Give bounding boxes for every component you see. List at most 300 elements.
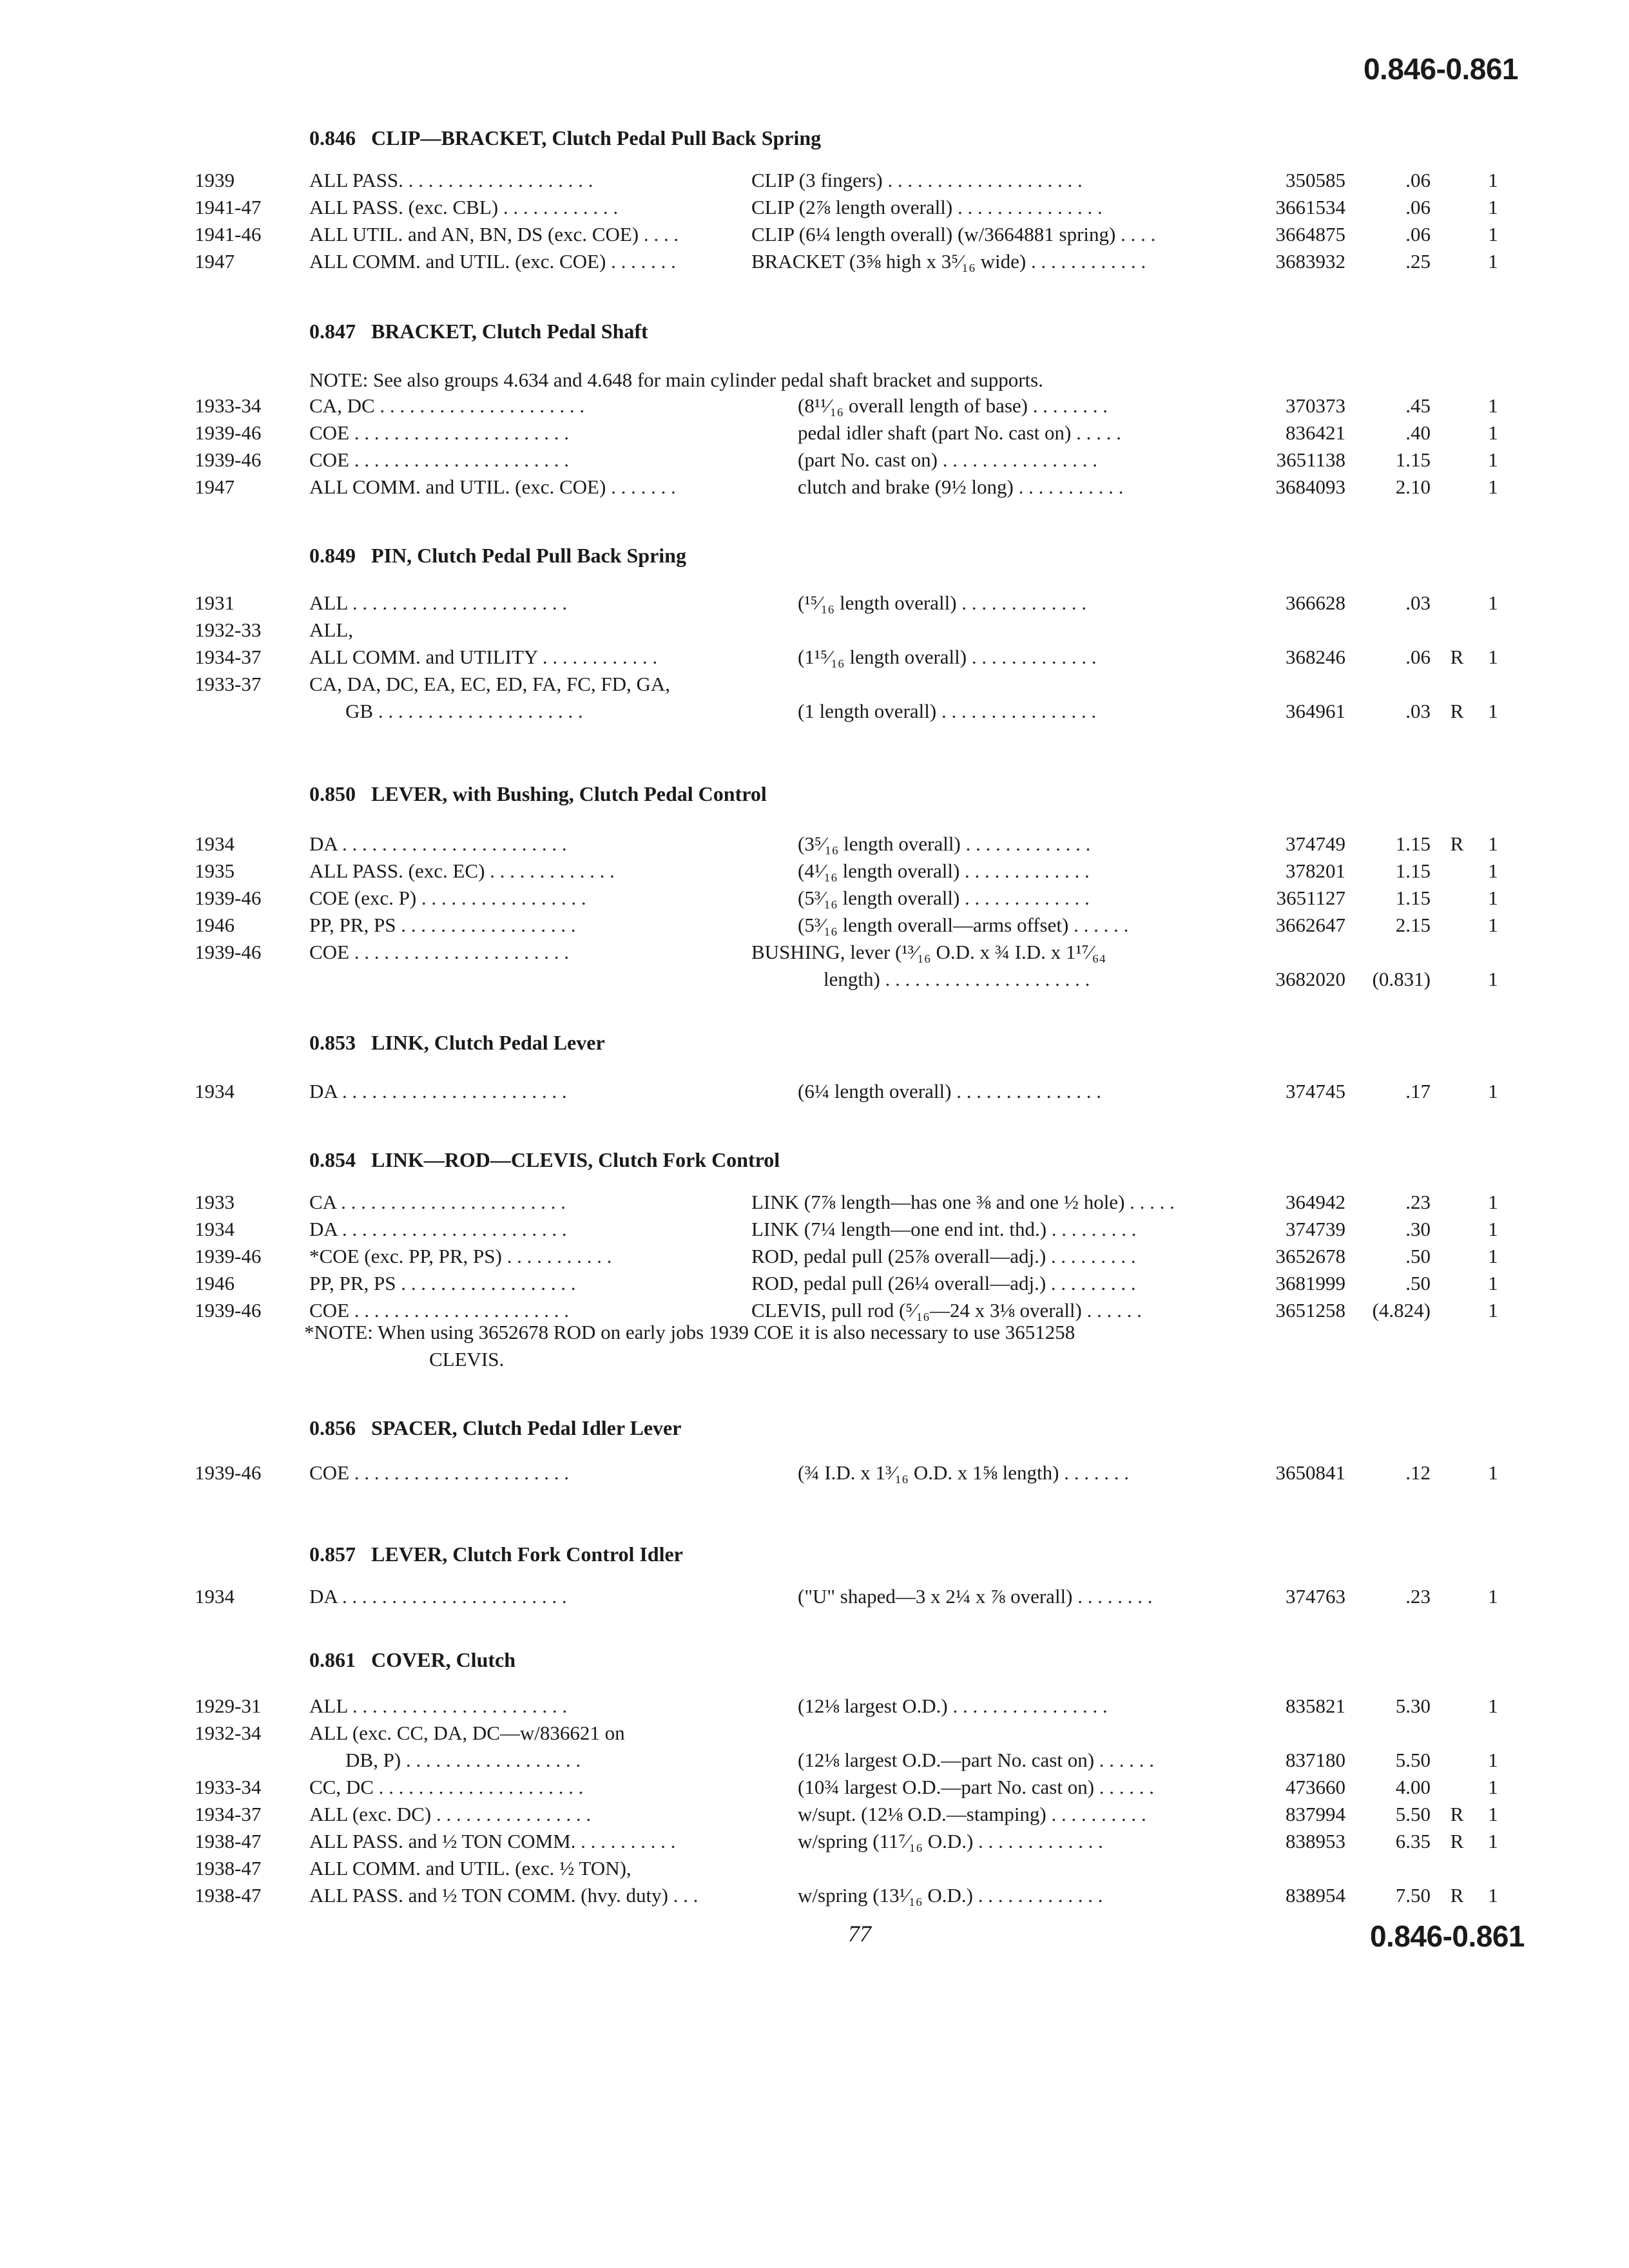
year-cell: 1938-47 bbox=[195, 1830, 262, 1852]
quantity: 1 bbox=[1488, 223, 1498, 245]
section-number: 0.857 bbox=[309, 1542, 356, 1566]
dot-leader: . . . . . . . bbox=[606, 476, 676, 498]
year-cell: 1935 bbox=[195, 860, 235, 882]
catalog-row bbox=[0, 476, 1629, 503]
dot-leader: . . . . bbox=[1115, 223, 1156, 245]
year-cell: 1932-34 bbox=[195, 1722, 262, 1744]
year-cell: 1941-47 bbox=[195, 196, 262, 218]
dot-leader: . . . . . . . . . . . bbox=[1013, 476, 1124, 498]
dot-leader: . . . . . . . . . . . . . . . . . . . . . . bbox=[349, 941, 569, 963]
description-text: ("U" shaped—3 x 2¼ x ⅞ overall) bbox=[798, 1585, 1073, 1608]
model-text: DB, P) bbox=[345, 1749, 401, 1771]
year-cell: 1931 bbox=[195, 591, 235, 614]
description-cell bbox=[798, 860, 1090, 883]
model-cell bbox=[309, 832, 567, 856]
description-text: CLEVIS, pull rod (⁵⁄₁₆—24 x 3⅛ overall) bbox=[751, 1299, 1082, 1321]
part-number: 836421 bbox=[1286, 421, 1345, 444]
part-number: 838953 bbox=[1286, 1830, 1345, 1852]
dot-leader: . . . . . . bbox=[1068, 914, 1129, 936]
replacement-flag: R bbox=[1450, 1830, 1464, 1852]
catalog-row bbox=[0, 394, 1629, 421]
description-text: (4¹⁄₁₆ length overall) bbox=[798, 860, 960, 882]
model-cell bbox=[309, 1080, 567, 1103]
catalog-row bbox=[0, 250, 1629, 277]
model-text: ALL PASS. and ½ TON COMM. bbox=[309, 1830, 576, 1852]
catalog-row bbox=[0, 1695, 1629, 1722]
quantity: 1 bbox=[1488, 1272, 1498, 1294]
model-cell bbox=[309, 673, 670, 696]
part-number: 374739 bbox=[1286, 1218, 1345, 1240]
description-cell bbox=[798, 700, 1096, 723]
page-range-footer: 0.846-0.861 bbox=[1369, 1919, 1525, 1953]
model-cell bbox=[309, 1218, 567, 1241]
part-number: 835821 bbox=[1286, 1695, 1345, 1717]
dot-leader: . . . . . . . . . bbox=[1046, 1272, 1136, 1294]
quantity: 1 bbox=[1488, 1461, 1498, 1484]
dot-leader: . . . . . . . . . . . . . . . . . . . bbox=[403, 169, 593, 191]
year-cell: 1933-34 bbox=[195, 394, 262, 417]
catalog-row bbox=[0, 196, 1629, 223]
dot-leader: . . . . . . . . . . . . . . . . bbox=[947, 1695, 1108, 1717]
model-cell bbox=[309, 1830, 675, 1853]
description-text: (10¾ largest O.D.—part No. cast on) bbox=[798, 1776, 1095, 1798]
replacement-flag: R bbox=[1450, 700, 1464, 722]
part-number: 3683932 bbox=[1275, 250, 1345, 273]
quantity: 1 bbox=[1488, 250, 1498, 273]
description-cell bbox=[798, 1585, 1153, 1608]
year-cell: 1947 bbox=[195, 476, 235, 498]
part-number: 3664875 bbox=[1275, 223, 1345, 245]
description-cell bbox=[798, 1695, 1108, 1718]
dot-leader: . . . . . . . . . . . . . . . . . . . . . . . bbox=[337, 1218, 567, 1240]
model-cell bbox=[309, 1461, 569, 1485]
part-number: 837180 bbox=[1286, 1749, 1345, 1771]
catalog-row bbox=[0, 1749, 1629, 1776]
year-cell: 1939 bbox=[195, 169, 235, 191]
quantity: 1 bbox=[1488, 1776, 1498, 1798]
description-text: LINK (7⅞ length—has one ⅜ and one ½ hole) bbox=[751, 1191, 1125, 1213]
part-number: 3662647 bbox=[1275, 914, 1345, 936]
part-number: 374749 bbox=[1286, 832, 1345, 855]
dot-leader: . . . . . . . . . . . . . . . . . . bbox=[401, 1749, 581, 1771]
year-cell: 1934 bbox=[195, 1080, 235, 1102]
dot-leader: . . . . . . . . . . bbox=[1046, 1803, 1146, 1825]
model-text: ALL bbox=[309, 1695, 348, 1717]
part-number: 473660 bbox=[1286, 1776, 1345, 1798]
catalog-row bbox=[0, 1585, 1629, 1612]
description-text: (¾ I.D. x 1³⁄₁₆ O.D. x 1⅝ length) bbox=[798, 1461, 1059, 1484]
dot-leader: . . . . . . . . . . . . . . . . . . . . . bbox=[373, 700, 583, 722]
section-number: 0.849 bbox=[309, 544, 356, 567]
catalog-row bbox=[0, 1272, 1629, 1299]
year-cell: 1934 bbox=[195, 1218, 235, 1240]
year-cell: 1933-34 bbox=[195, 1776, 262, 1798]
model-text: COE bbox=[309, 941, 349, 963]
year-cell: 1938-47 bbox=[195, 1884, 262, 1907]
section-title: BRACKET, Clutch Pedal Shaft bbox=[371, 320, 648, 343]
section-heading bbox=[309, 544, 686, 568]
year-cell: 1941-46 bbox=[195, 223, 262, 245]
model-cell bbox=[309, 1245, 612, 1268]
catalog-row bbox=[0, 1884, 1629, 1911]
price: .40 bbox=[1405, 421, 1431, 444]
model-cell bbox=[309, 1191, 566, 1214]
description-cell bbox=[751, 250, 1146, 273]
model-text: DA bbox=[309, 1218, 338, 1240]
price: .23 bbox=[1405, 1191, 1431, 1213]
price: .17 bbox=[1405, 1080, 1431, 1102]
dot-leader: . . . . . . . . . . . . . . . . . . bbox=[396, 1272, 576, 1294]
catalog-row bbox=[0, 1191, 1629, 1218]
quantity: 1 bbox=[1488, 1749, 1498, 1771]
dot-leader: . . . . . . . . bbox=[1072, 1585, 1153, 1608]
price: .25 bbox=[1405, 250, 1431, 273]
dot-leader: . . . . . . . . . . . . . . . . bbox=[936, 700, 1097, 722]
section-note: *NOTE: When using 3652678 ROD on early jobs 1939 COE it is also necessary to use 3651258 bbox=[304, 1321, 1075, 1343]
price: 6.35 bbox=[1395, 1830, 1431, 1852]
part-number: 3652678 bbox=[1275, 1245, 1345, 1267]
quantity: 1 bbox=[1488, 968, 1498, 990]
section-heading bbox=[309, 1416, 681, 1440]
model-cell bbox=[309, 476, 676, 499]
section-title: SPACER, Clutch Pedal Idler Lever bbox=[371, 1416, 682, 1439]
model-text: PP, PR, PS bbox=[309, 1272, 396, 1294]
model-text: ALL (exc. CC, DA, DC—w/836621 on bbox=[309, 1722, 625, 1744]
model-cell bbox=[345, 700, 583, 723]
description-text: (1 length overall) bbox=[798, 700, 937, 722]
catalog-row bbox=[0, 223, 1629, 250]
description-cell bbox=[798, 1461, 1129, 1485]
description-cell bbox=[798, 1749, 1154, 1772]
model-text: *COE (exc. PP, PR, PS) bbox=[309, 1245, 502, 1267]
description-cell bbox=[798, 914, 1128, 937]
part-number: 370373 bbox=[1286, 394, 1345, 417]
dot-leader: . . . . . . . bbox=[1059, 1461, 1129, 1484]
dot-leader: . . . . . . . . . . . . . . . . . . . . . . bbox=[349, 1299, 569, 1321]
price: .03 bbox=[1405, 700, 1431, 722]
model-text: COE (exc. P) bbox=[309, 887, 417, 909]
year-cell: 1934-37 bbox=[195, 646, 262, 668]
dot-leader: . . . . . . . . . . . . . bbox=[485, 860, 615, 882]
quantity: 1 bbox=[1488, 448, 1498, 471]
quantity: 1 bbox=[1488, 1803, 1498, 1825]
price: 5.50 bbox=[1395, 1749, 1431, 1771]
model-text: ALL bbox=[309, 591, 348, 614]
dot-leader: . . . . . . . . . . . . . . . . . . . . . . bbox=[349, 448, 569, 471]
part-number: 378201 bbox=[1286, 860, 1345, 882]
year-cell: 1946 bbox=[195, 1272, 235, 1294]
part-number: 3681999 bbox=[1275, 1272, 1345, 1294]
description-cell bbox=[751, 223, 1155, 246]
replacement-flag: R bbox=[1450, 646, 1464, 668]
model-cell bbox=[309, 223, 679, 246]
model-cell bbox=[309, 1776, 583, 1799]
year-cell: 1947 bbox=[195, 250, 235, 273]
year-cell: 1938-47 bbox=[195, 1857, 262, 1879]
description-text: (¹⁵⁄₁₆ length overall) bbox=[798, 591, 957, 614]
dot-leader: . . . . . . . . . . . bbox=[501, 1245, 612, 1267]
section-number: 0.856 bbox=[309, 1416, 356, 1439]
section-title: CLIP—BRACKET, Clutch Pedal Pull Back Spring bbox=[371, 126, 822, 149]
description-cell bbox=[751, 1299, 1142, 1322]
description-text: length) bbox=[824, 968, 880, 990]
model-text: CA, DA, DC, EA, EC, ED, FA, FC, FD, GA, bbox=[309, 673, 671, 695]
catalog-row bbox=[0, 169, 1629, 196]
dot-leader: . . . . . . . . . . . . bbox=[498, 196, 619, 218]
catalog-row bbox=[0, 591, 1629, 619]
quantity: 1 bbox=[1488, 1695, 1498, 1717]
year-cell: 1939-46 bbox=[195, 887, 262, 909]
description-text: clutch and brake (9½ long) bbox=[798, 476, 1014, 498]
quantity: 1 bbox=[1488, 832, 1498, 855]
model-text: ALL COMM. and UTIL. (exc. COE) bbox=[309, 250, 606, 273]
price: (0.831) bbox=[1372, 968, 1431, 990]
model-cell bbox=[309, 1585, 567, 1608]
part-number: 350585 bbox=[1286, 169, 1345, 191]
description-cell bbox=[751, 196, 1103, 219]
catalog-row bbox=[0, 646, 1629, 673]
dot-leader: . . . . bbox=[639, 223, 679, 245]
catalog-row bbox=[0, 673, 1629, 700]
section-number: 0.861 bbox=[309, 1648, 356, 1671]
model-cell bbox=[309, 619, 353, 642]
description-text: w/supt. (12⅛ O.D.—stamping) bbox=[798, 1803, 1046, 1825]
description-cell bbox=[751, 169, 1083, 192]
model-cell bbox=[309, 1722, 625, 1745]
section-heading bbox=[309, 126, 821, 150]
description-cell bbox=[824, 968, 1090, 991]
quantity: 1 bbox=[1488, 887, 1498, 909]
description-text: w/spring (11⁷⁄₁₆ O.D.) bbox=[798, 1830, 974, 1852]
quantity: 1 bbox=[1488, 1299, 1498, 1321]
quantity: 1 bbox=[1488, 1080, 1498, 1102]
dot-leader: . . . . . . . . . . . . . . . . . . . . . . bbox=[347, 591, 568, 614]
dot-leader: . . . . . . . . . . . . . bbox=[959, 887, 1090, 909]
catalog-row bbox=[0, 421, 1629, 448]
year-cell: 1946 bbox=[195, 914, 235, 936]
dot-leader: . . . . . . . . . . . . . . . . . . . . . . . bbox=[337, 1585, 567, 1608]
section-number: 0.846 bbox=[309, 126, 356, 149]
description-cell bbox=[798, 394, 1108, 418]
description-cell bbox=[798, 421, 1121, 445]
section-number: 0.853 bbox=[309, 1031, 356, 1054]
quantity: 1 bbox=[1488, 591, 1498, 614]
catalog-row bbox=[0, 941, 1629, 968]
model-text: CC, DC bbox=[309, 1776, 374, 1798]
price: .50 bbox=[1405, 1272, 1431, 1294]
year-cell: 1934-37 bbox=[195, 1803, 262, 1825]
dot-leader: . . . . . . . . . . . . . . . . bbox=[937, 448, 1097, 471]
catalog-row bbox=[0, 860, 1629, 887]
model-text: ALL PASS. (exc. EC) bbox=[309, 860, 485, 882]
year-cell: 1939-46 bbox=[195, 1245, 262, 1267]
model-cell bbox=[309, 1884, 698, 1907]
catalog-row bbox=[0, 1245, 1629, 1272]
quantity: 1 bbox=[1488, 1585, 1498, 1608]
section-heading bbox=[309, 1542, 683, 1566]
model-text: PP, PR, PS bbox=[309, 914, 396, 936]
section-number: 0.850 bbox=[309, 782, 356, 805]
description-cell bbox=[798, 832, 1090, 856]
dot-leader: . . . . . . . . . bbox=[1046, 1245, 1136, 1267]
quantity: 1 bbox=[1488, 700, 1498, 722]
part-number: 366628 bbox=[1286, 591, 1345, 614]
catalog-row bbox=[0, 1218, 1629, 1245]
description-cell bbox=[751, 1245, 1136, 1268]
description-cell bbox=[798, 591, 1086, 615]
dot-leader: . . . . . . . . . . . . . . . bbox=[951, 1080, 1101, 1102]
description-cell bbox=[751, 1272, 1136, 1295]
section-note-continued: CLEVIS. bbox=[429, 1348, 505, 1370]
description-cell bbox=[798, 1080, 1101, 1103]
model-cell bbox=[309, 394, 584, 418]
replacement-flag: R bbox=[1450, 1803, 1464, 1825]
model-cell bbox=[345, 1749, 581, 1772]
model-text: DA bbox=[309, 1080, 338, 1102]
model-text: CA, DC bbox=[309, 394, 375, 417]
price: .45 bbox=[1405, 394, 1431, 417]
dot-leader: . . . . . . . . . . . . . . . . . . . . . . . bbox=[336, 1191, 566, 1213]
description-cell bbox=[798, 1884, 1103, 1907]
model-cell bbox=[309, 1695, 567, 1718]
part-number: 3684093 bbox=[1275, 476, 1345, 498]
description-cell bbox=[798, 1803, 1146, 1826]
page-number: 77 bbox=[848, 1921, 871, 1946]
description-text: (3⁵⁄₁₆ length overall) bbox=[798, 832, 961, 855]
dot-leader: . . . . . . . . . . . . bbox=[537, 646, 658, 668]
dot-leader: . . . . . . . . . . . . . bbox=[967, 646, 1097, 668]
model-text: COE bbox=[309, 1299, 349, 1321]
part-number: 364942 bbox=[1286, 1191, 1345, 1213]
dot-leader: . . . . . . . . . . . . . . . . . . . . . . bbox=[349, 1461, 569, 1484]
catalog-row bbox=[0, 1461, 1629, 1488]
dot-leader: . . . . . . . . . . . . bbox=[1026, 250, 1146, 273]
model-text: CA bbox=[309, 1191, 336, 1213]
section-title: COVER, Clutch bbox=[371, 1648, 516, 1671]
model-cell bbox=[309, 169, 593, 192]
description-text: (5³⁄₁₆ length overall—arms offset) bbox=[798, 914, 1069, 936]
section-heading bbox=[309, 782, 767, 806]
description-text: w/spring (13¹⁄₁₆ O.D.) bbox=[798, 1884, 974, 1907]
model-text: ALL COMM. and UTIL. (exc. COE) bbox=[309, 476, 606, 498]
model-cell bbox=[309, 887, 586, 910]
description-text: (1¹⁵⁄₁₆ length overall) bbox=[798, 646, 967, 668]
description-cell bbox=[751, 1191, 1175, 1214]
quantity: 1 bbox=[1488, 646, 1498, 668]
model-text: GB bbox=[345, 700, 374, 722]
model-text: COE bbox=[309, 448, 349, 471]
model-text: COE bbox=[309, 421, 349, 444]
page-range-header: 0.846-0.861 bbox=[1363, 52, 1518, 86]
price: .23 bbox=[1405, 1585, 1431, 1608]
dot-leader: . . . . . . . . . . . . . . . . . . . . . bbox=[880, 968, 1090, 990]
description-text: (12⅛ largest O.D.—part No. cast on) bbox=[798, 1749, 1095, 1771]
model-text: DA bbox=[309, 832, 338, 855]
dot-leader: . . . . . . . . . . . . . . . . . . . . . . bbox=[349, 421, 569, 444]
year-cell: 1933-37 bbox=[195, 673, 262, 695]
dot-leader: . . . . . . . . . . . . . . . . . . . . . bbox=[373, 1776, 584, 1798]
year-cell: 1934 bbox=[195, 1585, 235, 1608]
dot-leader: . . . . . . . . . . . . . . . . . . . . . . bbox=[347, 1695, 568, 1717]
quantity: 1 bbox=[1488, 196, 1498, 218]
dot-leader: . . . . . . . . . . . . . bbox=[973, 1884, 1103, 1907]
price: .06 bbox=[1405, 646, 1431, 668]
price: .03 bbox=[1405, 591, 1431, 614]
part-number: 3650841 bbox=[1275, 1461, 1345, 1484]
catalog-row bbox=[0, 1080, 1629, 1107]
section-note: NOTE: See also groups 4.634 and 4.648 for main cylinder pedal shaft bracket and supports. bbox=[309, 369, 1043, 391]
price: 2.15 bbox=[1395, 914, 1431, 936]
year-cell: 1939-46 bbox=[195, 1299, 262, 1321]
description-cell bbox=[751, 941, 1106, 964]
catalog-row bbox=[0, 832, 1629, 860]
dot-leader: . . . . . . bbox=[1081, 1299, 1142, 1321]
quantity: 1 bbox=[1488, 914, 1498, 936]
model-text: ALL COMM. and UTILITY bbox=[309, 646, 538, 668]
part-number: 3651138 bbox=[1276, 448, 1345, 471]
quantity: 1 bbox=[1488, 1245, 1498, 1267]
part-number: 368246 bbox=[1286, 646, 1345, 668]
price: 5.30 bbox=[1395, 1695, 1431, 1717]
model-text: ALL (exc. DC) bbox=[309, 1803, 432, 1825]
price: .12 bbox=[1405, 1461, 1431, 1484]
description-cell bbox=[798, 887, 1090, 910]
description-cell bbox=[798, 1830, 1103, 1853]
description-text: CLIP (6¼ length overall) (w/3664881 spring) bbox=[751, 223, 1116, 245]
catalog-row bbox=[0, 1803, 1629, 1830]
dot-leader: . . . . . . . . . . . . . . . . . bbox=[416, 887, 586, 909]
year-cell: 1939-46 bbox=[195, 421, 262, 444]
part-number: 364961 bbox=[1286, 700, 1345, 722]
dot-leader: . . . . . . . . . . . . . bbox=[973, 1830, 1103, 1852]
dot-leader: . . . . . . . . . . . . . . . . . . . . bbox=[882, 169, 1083, 191]
quantity: 1 bbox=[1488, 394, 1498, 417]
quantity: 1 bbox=[1488, 421, 1498, 444]
quantity: 1 bbox=[1488, 1884, 1498, 1907]
quantity: 1 bbox=[1488, 1218, 1498, 1240]
model-cell bbox=[309, 1272, 575, 1295]
description-text: pedal idler shaft (part No. cast on) bbox=[798, 421, 1072, 444]
year-cell: 1939-46 bbox=[195, 1461, 262, 1484]
part-number: 837994 bbox=[1286, 1803, 1345, 1825]
price: 1.15 bbox=[1395, 887, 1431, 909]
quantity: 1 bbox=[1488, 1830, 1498, 1852]
model-text: ALL, bbox=[309, 619, 354, 641]
catalog-row bbox=[0, 448, 1629, 476]
model-cell bbox=[309, 941, 569, 964]
model-text: COE bbox=[309, 1461, 349, 1484]
price: 7.50 bbox=[1395, 1884, 1431, 1907]
price: (4.824) bbox=[1372, 1299, 1431, 1321]
model-text: ALL PASS. and ½ TON COMM. (hvy. duty) bbox=[309, 1884, 668, 1907]
section-title: LEVER, Clutch Fork Control Idler bbox=[371, 1542, 683, 1566]
model-cell bbox=[309, 250, 676, 273]
description-cell bbox=[798, 448, 1097, 472]
year-cell: 1933 bbox=[195, 1191, 235, 1213]
price: .06 bbox=[1405, 223, 1431, 245]
model-cell bbox=[309, 860, 615, 883]
dot-leader: . . . . . . . . . . . . . bbox=[956, 591, 1087, 614]
description-text: BRACKET (3⅝ high x 3⁵⁄₁₆ wide) bbox=[751, 250, 1027, 273]
model-cell bbox=[309, 1857, 631, 1880]
description-text: (part No. cast on) bbox=[798, 448, 938, 471]
dot-leader: . . . . . . . . . bbox=[1046, 1218, 1137, 1240]
part-number: 3661534 bbox=[1275, 196, 1345, 218]
part-number: 374763 bbox=[1286, 1585, 1345, 1608]
section-title: LINK, Clutch Pedal Lever bbox=[371, 1031, 605, 1054]
section-heading bbox=[309, 1031, 605, 1055]
description-text: (12⅛ largest O.D.) bbox=[798, 1695, 948, 1717]
